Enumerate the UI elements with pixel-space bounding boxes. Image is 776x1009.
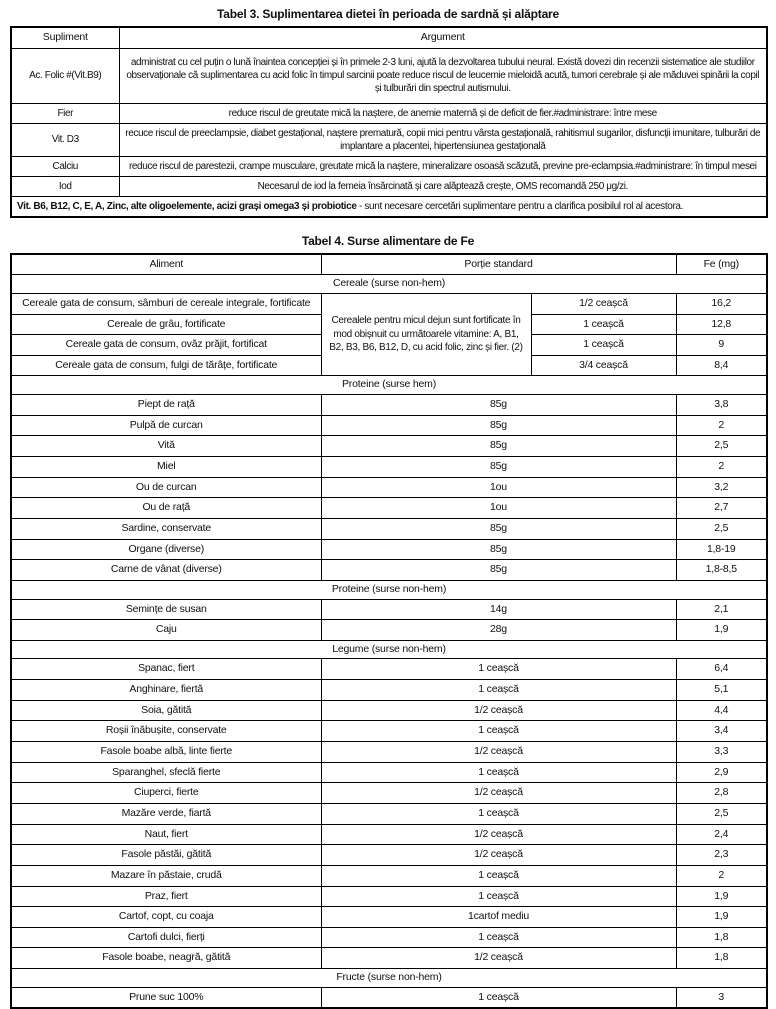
food-row <box>11 659 767 680</box>
portie-cell: 1 ceașcă <box>531 314 676 335</box>
aliment-cell: Carne de vânat (diverse) <box>11 560 321 581</box>
portie-cell: 1/2 ceașcă <box>321 783 676 804</box>
fe-cell: 3,4 <box>676 721 767 742</box>
section-label-cell: Cereale (surse non-hem) <box>11 275 767 294</box>
food-row <box>11 824 767 845</box>
aliment-cell: Anghinare, fiertă <box>11 680 321 701</box>
aliment-cell: Sardine, conservate <box>11 518 321 539</box>
portie-cell: 1cartof mediu <box>321 907 676 928</box>
aliment-cell: Cereale gata de consum, sâmburi de cereale integrale, fortificate <box>11 293 321 314</box>
food-row <box>11 477 767 498</box>
aliment-cell: Piept de rață <box>11 395 321 416</box>
aliment-cell: Semințe de susan <box>11 599 321 620</box>
supliment-cell: Iod <box>11 176 119 196</box>
aliment-cell: Soia, gătită <box>11 700 321 721</box>
aliment-cell: Fasole boabe albă, linte fierte <box>11 742 321 763</box>
aliment-cell: Cartofi dulci, fierți <box>11 927 321 948</box>
table3-row <box>11 156 767 176</box>
argument-cell: reduce riscul de parestezii, crampe musculare, greutate mică la naștere, mineralizare osoasă scăzută, previne pre-eclampsia.#administrare: în timpul mesei <box>119 156 767 176</box>
section-label-cell: Legume (surse non-hem) <box>11 640 767 659</box>
food-row <box>11 680 767 701</box>
supliment-cell: Vit. D3 <box>11 123 119 156</box>
food-row <box>11 948 767 969</box>
aliment-cell: Mazare în păstaie, crudă <box>11 865 321 886</box>
food-row <box>11 560 767 581</box>
food-row <box>11 886 767 907</box>
table4-body <box>11 275 767 1009</box>
fe-cell: 2 <box>676 865 767 886</box>
table3-body <box>11 48 767 196</box>
table4-header-portie: Porție standard <box>321 254 676 275</box>
portie-cell: 1/2 ceașcă <box>321 742 676 763</box>
portie-cell: 1 ceașcă <box>321 762 676 783</box>
fe-cell: 2,7 <box>676 498 767 519</box>
fe-cell: 2,8 <box>676 783 767 804</box>
aliment-cell: Fasole boabe, neagră, gătită <box>11 948 321 969</box>
argument-cell: reduce riscul de greutate mică la naștere, de anemie maternă și de deficit de fier.#administrare: între mese <box>119 103 767 123</box>
table3-footer-row <box>11 196 767 217</box>
fe-cell: 5,1 <box>676 680 767 701</box>
portie-cell: 85g <box>321 436 676 457</box>
table4-title: Tabel 4. Surse alimentare de Fe <box>301 233 475 248</box>
fe-cell: 4,4 <box>676 700 767 721</box>
portie-cell: 14g <box>321 599 676 620</box>
aliment-cell: Cereale de grâu, fortificate <box>11 314 321 335</box>
portie-cell: 85g <box>321 457 676 478</box>
aliment-cell: Ciuperci, fierte <box>11 783 321 804</box>
section-row <box>11 969 767 988</box>
portie-cell: 1/2 ceașcă <box>321 948 676 969</box>
table3-supplements <box>10 26 768 218</box>
argument-cell: recuce riscul de preeclampsie, diabet gestațional, naștere prematură, copii mici pentru vârsta gestațională, rahitismul sugarilor, disfuncții imunitare, tulburări de implantare a placentei, hipertensiunea gestațională <box>119 123 767 156</box>
table3-footer-cell <box>11 196 767 217</box>
portie-cell: 28g <box>321 620 676 641</box>
cereal-note-cell: Cerealele pentru micul dejun sunt fortificate în mod obișnuit cu următoarele vitamine: A, B1, B2, B3, B6, B12, D, cu acid folic, zinc și fier. (2) <box>321 293 531 376</box>
fe-cell: 2,5 <box>676 518 767 539</box>
portie-cell: 1/2 ceașcă <box>531 293 676 314</box>
table3-header-argument: Argument <box>119 27 767 48</box>
aliment-cell: Caju <box>11 620 321 641</box>
aliment-cell: Prune suc 100% <box>11 987 321 1008</box>
fe-cell: 1,8 <box>676 927 767 948</box>
fe-cell: 8,4 <box>676 355 767 376</box>
aliment-cell: Cartof, copt, cu coaja <box>11 907 321 928</box>
aliment-cell: Pulpă de curcan <box>11 415 321 436</box>
aliment-cell: Cereale gata de consum, fulgi de tărâțe, fortificate <box>11 355 321 376</box>
fe-cell: 2,4 <box>676 824 767 845</box>
portie-cell: 1 ceașcă <box>321 680 676 701</box>
fe-cell: 1,9 <box>676 886 767 907</box>
food-row <box>11 395 767 416</box>
table4-header-row <box>11 254 767 275</box>
aliment-cell: Fasole păstăi, gătită <box>11 845 321 866</box>
argument-cell: Necesarul de iod la femeia însărcinată și care alăptează crește, OMS recomandă 250 μg/zi. <box>119 176 767 196</box>
table3-footer-bold-text: Vit. B6, B12, C, E, A, Zinc, alte oligoelemente, acizi grași omega3 și probiotice <box>17 200 357 212</box>
fe-cell: 16,2 <box>676 293 767 314</box>
fe-cell: 2 <box>676 415 767 436</box>
fe-cell: 6,4 <box>676 659 767 680</box>
food-row <box>11 436 767 457</box>
food-row <box>11 987 767 1008</box>
aliment-cell: Ou de rață <box>11 498 321 519</box>
aliment-cell: Vită <box>11 436 321 457</box>
aliment-cell: Sparanghel, sfeclă fierte <box>11 762 321 783</box>
food-row <box>11 599 767 620</box>
aliment-cell: Ou de curcan <box>11 477 321 498</box>
fe-cell: 1,9 <box>676 907 767 928</box>
table3-row <box>11 123 767 156</box>
table3-footer-regular-text: - sunt necesare cercetări suplimentare pentru a clarifica posibilul rol al acestora. <box>356 200 684 212</box>
table3-row <box>11 48 767 103</box>
table3-header-supliment: Supliment <box>11 27 119 48</box>
food-row <box>11 907 767 928</box>
portie-cell: 1 ceașcă <box>321 803 676 824</box>
aliment-cell: Spanac, fiert <box>11 659 321 680</box>
food-row <box>11 803 767 824</box>
aliment-cell: Mazăre verde, fiartă <box>11 803 321 824</box>
food-row <box>11 927 767 948</box>
portie-cell: 1/2 ceașcă <box>321 700 676 721</box>
fe-cell: 3,3 <box>676 742 767 763</box>
section-row <box>11 640 767 659</box>
aliment-cell: Praz, fiert <box>11 886 321 907</box>
food-row <box>11 742 767 763</box>
portie-cell: 85g <box>321 395 676 416</box>
portie-cell: 3/4 ceașcă <box>531 355 676 376</box>
section-row <box>11 376 767 395</box>
table3-row <box>11 176 767 196</box>
fe-cell: 2 <box>676 457 767 478</box>
section-row <box>11 275 767 294</box>
food-row <box>11 721 767 742</box>
portie-cell: 1 ceașcă <box>321 927 676 948</box>
fe-cell: 3,8 <box>676 395 767 416</box>
food-row <box>11 293 767 314</box>
food-row <box>11 498 767 519</box>
portie-cell: 1 ceașcă <box>321 886 676 907</box>
portie-cell: 1/2 ceașcă <box>321 824 676 845</box>
portie-cell: 1 ceașcă <box>531 335 676 356</box>
food-row <box>11 415 767 436</box>
supliment-cell: Calciu <box>11 156 119 176</box>
table3-header-row <box>11 27 767 48</box>
supliment-cell: Ac. Folic #(Vit.B9) <box>11 48 119 103</box>
portie-cell: 85g <box>321 415 676 436</box>
portie-cell: 85g <box>321 518 676 539</box>
food-row <box>11 783 767 804</box>
table3-title: Tabel 3. Suplimentarea dietei în perioada de sardnă și alăptare <box>217 7 559 21</box>
aliment-cell: Miel <box>11 457 321 478</box>
fe-cell: 1,8-19 <box>676 539 767 560</box>
section-label-cell: Proteine (surse hem) <box>11 376 767 395</box>
fe-cell: 3 <box>676 987 767 1008</box>
section-label-cell: Proteine (surse non-hem) <box>11 580 767 599</box>
portie-cell: 85g <box>321 539 676 560</box>
aliment-cell: Cereale gata de consum, ovăz prăjit, fortificat <box>11 335 321 356</box>
aliment-cell: Naut, fiert <box>11 824 321 845</box>
food-row <box>11 845 767 866</box>
portie-cell: 1 ceașcă <box>321 987 676 1008</box>
fe-cell: 2,3 <box>676 845 767 866</box>
fe-cell: 1,8-8,5 <box>676 560 767 581</box>
section-row <box>11 580 767 599</box>
aliment-cell: Organe (diverse) <box>11 539 321 560</box>
table4-iron-sources <box>10 253 768 1009</box>
portie-cell: 1ou <box>321 498 676 519</box>
food-row <box>11 457 767 478</box>
aliment-cell: Roșii înăbușite, conservate <box>11 721 321 742</box>
fe-cell: 9 <box>676 335 767 356</box>
food-row <box>11 620 767 641</box>
food-row <box>11 518 767 539</box>
table3-row <box>11 103 767 123</box>
portie-cell: 1/2 ceașcă <box>321 845 676 866</box>
food-row <box>11 865 767 886</box>
portie-cell: 1 ceașcă <box>321 659 676 680</box>
food-row <box>11 762 767 783</box>
supliment-cell: Fier <box>11 103 119 123</box>
food-row <box>11 539 767 560</box>
argument-cell: administrat cu cel puțin o lună înaintea concepției și în primele 2-3 luni, ajută la dezvoltarea tubului neural. Există dovezi din recenzii sistematice ale studiilor observaționale că suplimentarea cu acid folic în timpul sarcinii poate reduce riscul de leucemie mieloidă acută, tumori cerebrale și ale măduvei spinării la copil și tulburări din spectrul autismului. <box>119 48 767 103</box>
portie-cell: 1ou <box>321 477 676 498</box>
fe-cell: 2,5 <box>676 803 767 824</box>
portie-cell: 1 ceașcă <box>321 721 676 742</box>
fe-cell: 2,9 <box>676 762 767 783</box>
fe-cell: 1,9 <box>676 620 767 641</box>
portie-cell: 85g <box>321 560 676 581</box>
table4-header-fe: Fe (mg) <box>676 254 767 275</box>
section-label-cell: Fructe (surse non-hem) <box>11 969 767 988</box>
fe-cell: 12,8 <box>676 314 767 335</box>
table4-header-aliment: Aliment <box>11 254 321 275</box>
fe-cell: 1,8 <box>676 948 767 969</box>
food-row <box>11 700 767 721</box>
fe-cell: 3,2 <box>676 477 767 498</box>
fe-cell: 2,1 <box>676 599 767 620</box>
portie-cell: 1 ceașcă <box>321 865 676 886</box>
fe-cell: 2,5 <box>676 436 767 457</box>
